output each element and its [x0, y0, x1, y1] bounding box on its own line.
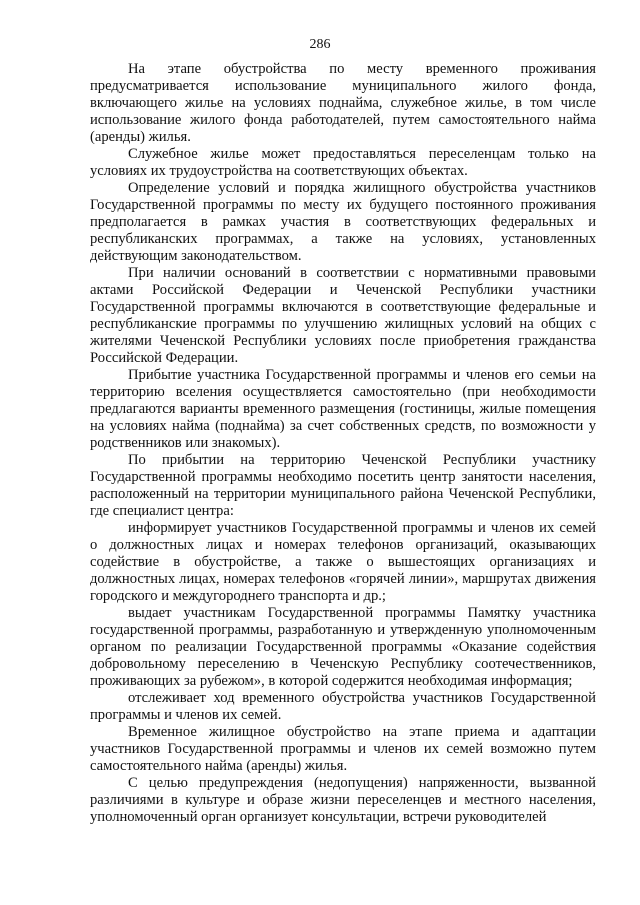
- paragraph-arrival: Прибытие участника Государственной программы и членов его семьи на территорию вселения осуществляется самостоятельно (при необходимости предлагаются варианты временного размещения (гостиницы, жилые помещения на условиях найма (поднайма) за счет собственных средств, по возможности у родственников или знакомых).: [90, 367, 596, 451]
- paragraph-informs: информирует участников Государственной программы и членов их семей о должностных лицах и номерах телефонов организаций, оказывающих содействие в обустройстве, а также о вышестоящих организациях и должностных лицах, номерах телефонов «горячей линии», маршрутах движения городского и междугороднего транспорта и др.;: [90, 520, 596, 604]
- page-number: 286: [309, 37, 331, 52]
- paragraph-tension-prevention: С целью предупреждения (недопущения) напряженности, вызванной различиями в культуре и образе жизни переселенцев и местного населения, уполномоченный орган организует консультации, встречи руководителей: [90, 775, 596, 825]
- document-body: [90, 61, 596, 826]
- paragraph-housing-conditions: Определение условий и порядка жилищного обустройства участников Государственной программы по месту их будущего постоянного проживания предполагается в рамках участия в соответствующих федеральных и республиканских программах, а также на условиях, установленных действующим законодательством.: [90, 180, 596, 264]
- paragraph-monitors: отслеживает ход временного обустройства участников Государственной программы и членов их семей.: [90, 690, 596, 723]
- paragraph-employment-center: По прибытии на территорию Чеченской Республики участнику Государственной программы необходимо посетить центр занятости населения, расположенный на территории муниципального района Чеченской Республики, где специалист центра:: [90, 452, 596, 519]
- paragraph-temporary-settlement: Временное жилищное обустройство на этапе приема и адаптации участников Государственной программы и членов их семей возможно путем самостоятельного найма (аренды) жилья.: [90, 724, 596, 774]
- paragraph-temporary-housing: На этапе обустройства по месту временного проживания предусматривается использование муниципального жилого фонда, включающего жилье на условиях поднайма, служебное жилье, в том числе использование жилого фонда работодателей, путем самостоятельного найма (аренды) жилья.: [90, 61, 596, 145]
- paragraph-housing-programs: При наличии оснований в соответствии с нормативными правовыми актами Российской Федерации и Чеченской Республики участники Государственной программы включаются в соответствующие федеральные и республиканские программы по улучшению жилищных условий на общих с жителями Чеченской Республики условиях после приобретения гражданства Российской Федерации.: [90, 265, 596, 366]
- paragraph-service-housing: Служебное жилье может предоставляться переселенцам только на условиях их трудоустройства на соответствующих объектах.: [90, 146, 596, 179]
- paragraph-issues-memo: выдает участникам Государственной программы Памятку участника государственной программы, разработанную и утвержденную уполномоченным органом по реализации Государственной программы «Оказание содействия добровольному переселению в Чеченскую Республику соотечественников, проживающих за рубежом», в которой содержится необходимая информация;: [90, 605, 596, 689]
